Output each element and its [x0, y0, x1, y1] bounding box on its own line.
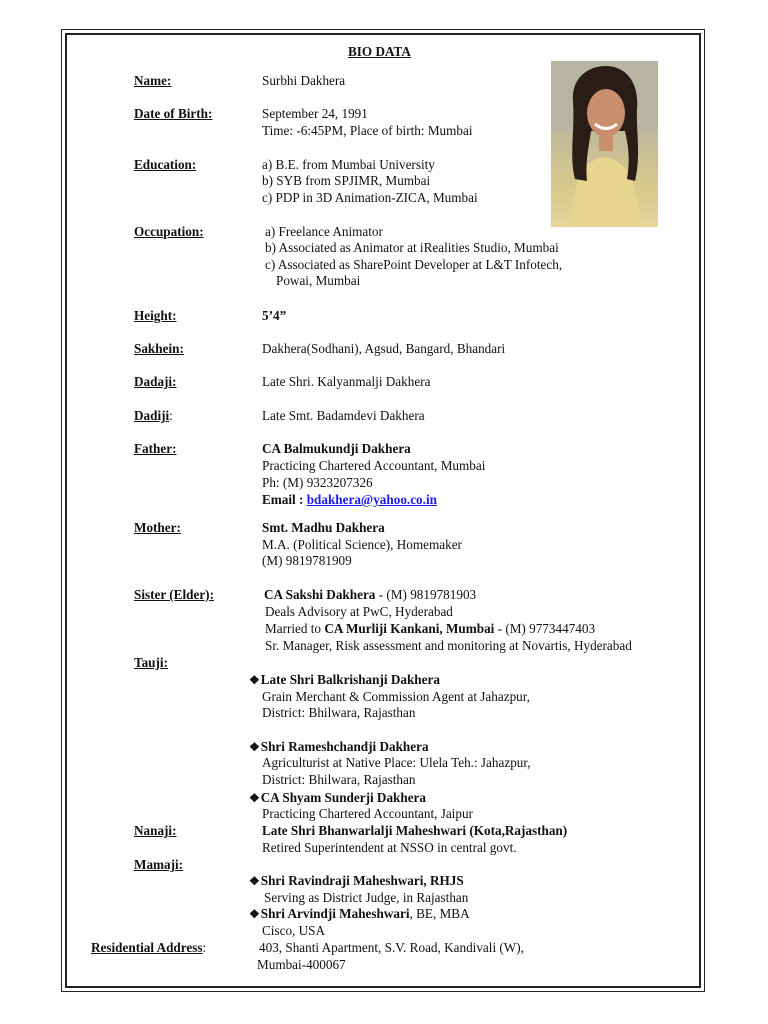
diamond-bullet-icon: ❖	[249, 791, 260, 805]
dadiji-label-group	[134, 408, 173, 425]
sakhein-label: Sakhein:	[134, 341, 184, 356]
occupation-item: Powai, Mumbai	[276, 273, 361, 288]
nanaji-label: Nanaji:	[134, 823, 177, 838]
father-name: CA Balmukundji Dakhera	[262, 441, 411, 456]
father-label: Father:	[134, 441, 177, 456]
dadiji-value: Late Smt. Badamdevi Dakhera	[262, 408, 425, 423]
address-label-group	[91, 940, 206, 957]
mamaji-2-name: Shri Arvindji Maheshwari	[260, 906, 410, 921]
mamaji-1-name: Shri Ravindraji Maheshwari	[260, 873, 424, 888]
diamond-bullet-icon: ❖	[249, 874, 260, 888]
father-email-row	[262, 492, 437, 509]
diamond-bullet-icon: ❖	[249, 907, 260, 921]
spouse-occupation: Sr. Manager, Risk assessment and monitoring at Novartis, Hyderabad	[265, 638, 632, 653]
married-prefix: Married to	[265, 621, 325, 636]
tauji-2-row	[249, 739, 429, 756]
occupation-label: Occupation:	[134, 224, 204, 239]
diamond-bullet-icon: ❖	[249, 740, 260, 754]
nanaji-occupation: Retired Superintendent at NSSO in central govt.	[262, 840, 517, 855]
mamaji-1-row	[249, 873, 464, 890]
mamaji-2-suffix: , BE, MBA	[409, 906, 470, 921]
document-title: BIO DATA	[348, 44, 411, 59]
father-phone: Ph: (M) 9323207326	[262, 475, 373, 490]
diamond-bullet-icon: ❖	[249, 673, 260, 687]
dadaji-value: Late Shri. Kalyanmalji Dakhera	[262, 374, 431, 389]
occupation-item: a) Freelance Animator	[265, 224, 383, 239]
mamaji-1-suffix: , RHJS	[423, 873, 464, 888]
tauji-1-occupation: Grain Merchant & Commission Agent at Jahazpur,	[262, 689, 530, 704]
mother-name: Smt. Madhu Dakhera	[262, 520, 385, 535]
occupation-item: c) Associated as SharePoint Developer at L&T Infotech,	[265, 257, 563, 272]
father-occupation: Practicing Chartered Accountant, Mumbai	[262, 458, 486, 473]
education-item: c) PDP in 3D Animation-ZICA, Mumbai	[262, 190, 478, 205]
mother-occupation: M.A. (Political Science), Homemaker	[262, 537, 462, 552]
occupation-item: b) Associated as Animator at iRealities Studio, Mumbai	[265, 240, 559, 255]
dadiji-label: Dadiji	[134, 408, 170, 423]
tauji-2-name: Shri Rameshchandji Dakhera	[260, 739, 429, 754]
education-label: Education:	[134, 157, 197, 172]
mamaji-2-occupation: Cisco, USA	[262, 923, 326, 938]
mamaji-2-row	[249, 906, 470, 923]
tauji-2-district: District: Bhilwara, Rajasthan	[262, 772, 416, 787]
tauji-2-occupation: Agriculturist at Native Place: Ulela Teh.: Jahazpur,	[262, 755, 531, 770]
tauji-1-row	[249, 672, 440, 689]
spouse-phone: - (M) 9773447403	[494, 621, 596, 636]
tauji-1-name: Late Shri Balkrishanji Dakhera	[260, 672, 440, 687]
birth-time-place: Time: -6:45PM, Place of birth: Mumbai	[262, 123, 473, 138]
sakhein-value: Dakhera(Sodhani), Agsud, Bangard, Bhandari	[262, 341, 506, 356]
nanaji-name: Late Shri Bhanwarlalji Maheshwari (Kota,Rajasthan)	[262, 823, 568, 838]
profile-photo	[551, 61, 658, 227]
sister-name-row	[264, 587, 476, 604]
mother-phone: (M) 9819781909	[262, 553, 352, 568]
sister-married-row	[265, 621, 595, 638]
address-line-1: 403, Shanti Apartment, S.V. Road, Kandivali (W),	[259, 940, 524, 955]
tauji-3-occupation: Practicing Chartered Accountant, Jaipur	[262, 806, 473, 821]
mamaji-label: Mamaji:	[134, 857, 184, 872]
sister-name: CA Sakshi Dakhera	[264, 587, 376, 602]
sister-label: Sister (Elder):	[134, 587, 214, 602]
name-value: Surbhi Dakhera	[262, 73, 346, 88]
education-item: b) SYB from SPJIMR, Mumbai	[262, 173, 431, 188]
tauji-label: Tauji:	[134, 655, 168, 670]
sister-spouse-name: CA Murliji Kankani, Mumbai	[324, 621, 495, 636]
dob-value: September 24, 1991	[262, 106, 368, 121]
sister-occupation: Deals Advisory at PwC, Hyderabad	[265, 604, 453, 619]
tauji-3-name: CA Shyam Sunderji Dakhera	[260, 790, 427, 805]
height-label: Height:	[134, 308, 177, 323]
tauji-1-district: District: Bhilwara, Rajasthan	[262, 705, 416, 720]
father-email-link[interactable]: bdakhera@yahoo.co.in	[306, 492, 437, 507]
dob-label: Date of Birth:	[134, 106, 213, 121]
address-label: Residential Address	[91, 940, 203, 955]
mother-label: Mother:	[134, 520, 181, 535]
education-item: a) B.E. from Mumbai University	[262, 157, 435, 172]
tauji-3-row	[249, 790, 426, 807]
name-label: Name:	[134, 73, 172, 88]
address-colon: :	[202, 940, 207, 955]
sister-phone: - (M) 9819781903	[375, 587, 477, 602]
address-line-2: Mumbai-400067	[257, 957, 346, 972]
mamaji-1-occupation: Serving as District Judge, in Rajasthan	[264, 890, 469, 905]
dadaji-label: Dadaji:	[134, 374, 177, 389]
dadiji-colon: :	[169, 408, 173, 423]
height-value: 5’4”	[262, 308, 287, 323]
email-label: Email :	[262, 492, 307, 507]
